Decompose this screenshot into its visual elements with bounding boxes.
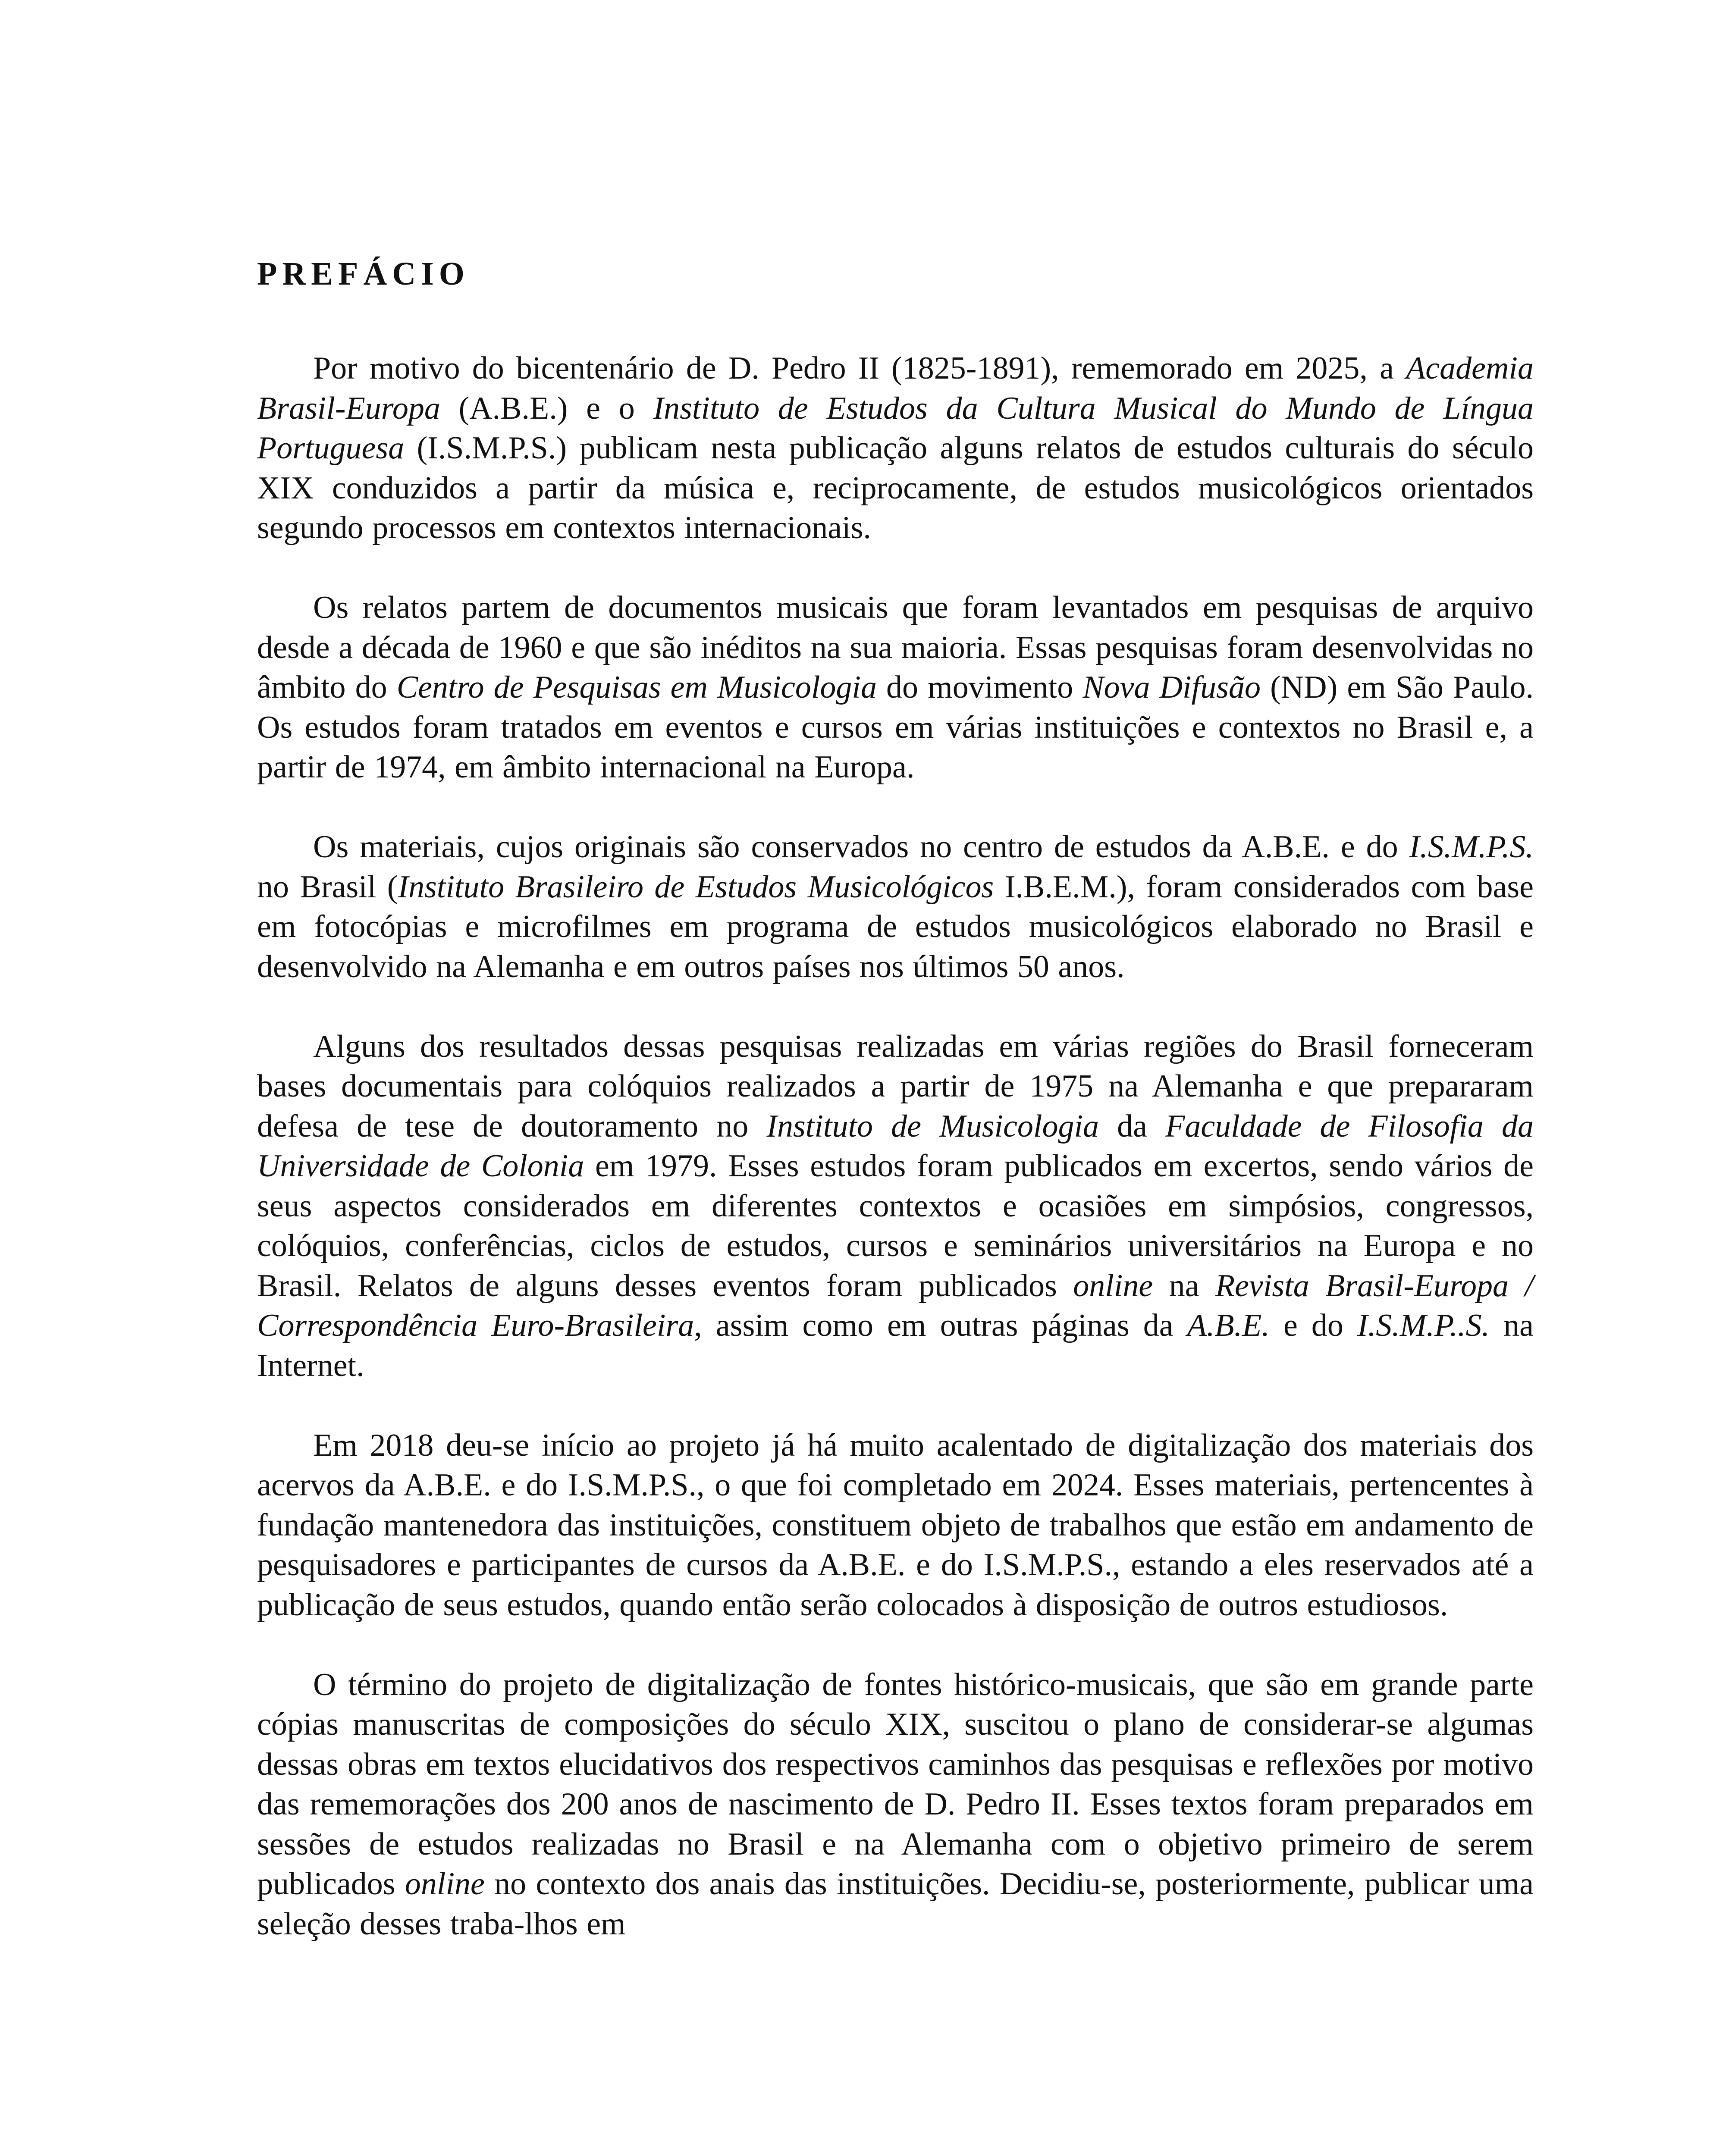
paragraph-6 — [257, 1665, 1534, 1944]
italic-text-run: online — [1073, 1268, 1153, 1304]
italic-text-run: Nova Difusão — [1082, 670, 1261, 705]
text-run: no Brasil ( — [257, 869, 398, 905]
text-run: (A.B.E.) e o — [440, 390, 653, 426]
italic-text-run: Faculdade de Filosofia da Universidade de Colonia — [257, 1108, 1534, 1184]
paragraph-1 — [257, 348, 1534, 548]
italic-text-run: I.S.M.P..S. — [1357, 1308, 1490, 1343]
text-run: Por motivo do bicentenário de D. Pedro II (1825-1891), rememorado em 2025, a — [313, 351, 1406, 386]
text-run: Alguns dos resultados dessas pesquisas realizadas em várias regiões do Brasil forneceram bases documentais para colóquios realizados a partir de 1975 na Alemanha e que prepararam defesa de tese de doutoramento no — [257, 1028, 1534, 1144]
text-run: O término do projeto de digitalização de fontes histórico-musicais, que são em grande parte cópias manuscritas de composições do século XIX, suscitou o plano de considerar-se algumas dessas obras em textos elucidativos dos respectivos caminhos das pesquisas e reflexões por motivo das rememorações dos 200 anos de nascimento de D. Pedro II. Esses textos foram preparados em sessões de estudos realizadas no Brasil e na Alemanha com o objetivo primeiro de serem publicados — [257, 1667, 1534, 1902]
text-run: (ND) em São Paulo. Os estudos foram tratados em eventos e cursos em várias instituições e contextos no Brasil e, a partir de 1974, em âmbito internacional na Europa. — [257, 670, 1534, 785]
text-run: do movimento — [876, 670, 1083, 705]
italic-text-run: Academia Brasil-Europa — [257, 351, 1534, 426]
italic-text-run: Centro de Pesquisas em Musicologia — [396, 670, 877, 705]
text-run: e do — [1269, 1308, 1358, 1343]
page-body — [257, 254, 1534, 1944]
page-title: PREFÁCIO — [257, 256, 470, 292]
paragraph-3 — [257, 827, 1534, 987]
italic-text-run: Revista Brasil-Europa / Correspondência Euro-Brasileira — [257, 1268, 1534, 1343]
italic-text-run: I.S.M.P.S. — [1409, 829, 1534, 865]
paragraph-2 — [257, 588, 1534, 787]
paragraph-5 — [257, 1426, 1534, 1625]
text-run: I.B.E.M.), foram considerados com base em fotocópias e microfilmes em programa de estudos musicológicos elaborado no Brasil e desenvolvido na Alemanha e em outros países nos últimos 50 anos. — [257, 869, 1534, 984]
text-run: em 1979. Esses estudos foram publicados em excertos, sendo vários de seus aspectos considerados em diferentes contextos e ocasiões em simpósios, congressos, colóquios, conferências, ciclos de estudos, cursos e seminários universitários na Europa e no Brasil. Relatos de alguns desses eventos foram publicados — [257, 1148, 1534, 1304]
italic-text-run: A.B.E. — [1187, 1308, 1270, 1343]
text-run: no contexto dos anais das instituições. Decidiu-se, posteriormente, publicar uma seleção desses traba-lhos em — [257, 1866, 1534, 1942]
text-run: , assim como em outras páginas da — [694, 1308, 1187, 1343]
text-run: na — [1153, 1268, 1215, 1304]
italic-text-run: Instituto de Musicologia — [766, 1108, 1099, 1144]
paragraph-4 — [257, 1027, 1534, 1386]
text-run: (I.S.M.P.S.) publicam nesta publicação alguns relatos de estudos culturais do século XIX conduzidos a partir da música e, reciprocamente, de estudos musicológicos orientados segundo processos em contextos internacionais. — [257, 430, 1534, 545]
text-run: da — [1099, 1108, 1166, 1144]
italic-text-run: online — [405, 1866, 485, 1902]
italic-text-run: Instituto Brasileiro de Estudos Musicológicos — [398, 869, 994, 905]
text-run: Os materiais, cujos originais são conservados no centro de estudos da A.B.E. e do — [313, 829, 1409, 865]
text-run: na Internet. — [257, 1308, 1534, 1383]
text-run: Os relatos partem de documentos musicais que foram levantados em pesquisas de arquivo desde a década de 1960 e que são inéditos na sua maioria. Essas pesquisas foram desenvolvidas no âmbito do — [257, 590, 1534, 705]
text-run: Em 2018 deu-se início ao projeto já há muito acalentado de digitalização dos materiais dos acervos da A.B.E. e do I.S.M.P.S., o que foi completado em 2024. Esses materiais, pertencentes à fundação mantenedora das instituições, constituem objeto de trabalhos que estão em andamento de pesquisadores e participantes de cursos da A.B.E. e do I.S.M.P.S., estando a eles reservados até a publicação de seus estudos, quando então serão colocados à disposição de outros estudiosos. — [257, 1427, 1534, 1623]
italic-text-run: Instituto de Estudos da Cultura Musical do Mundo de Língua Portuguesa — [257, 390, 1534, 466]
